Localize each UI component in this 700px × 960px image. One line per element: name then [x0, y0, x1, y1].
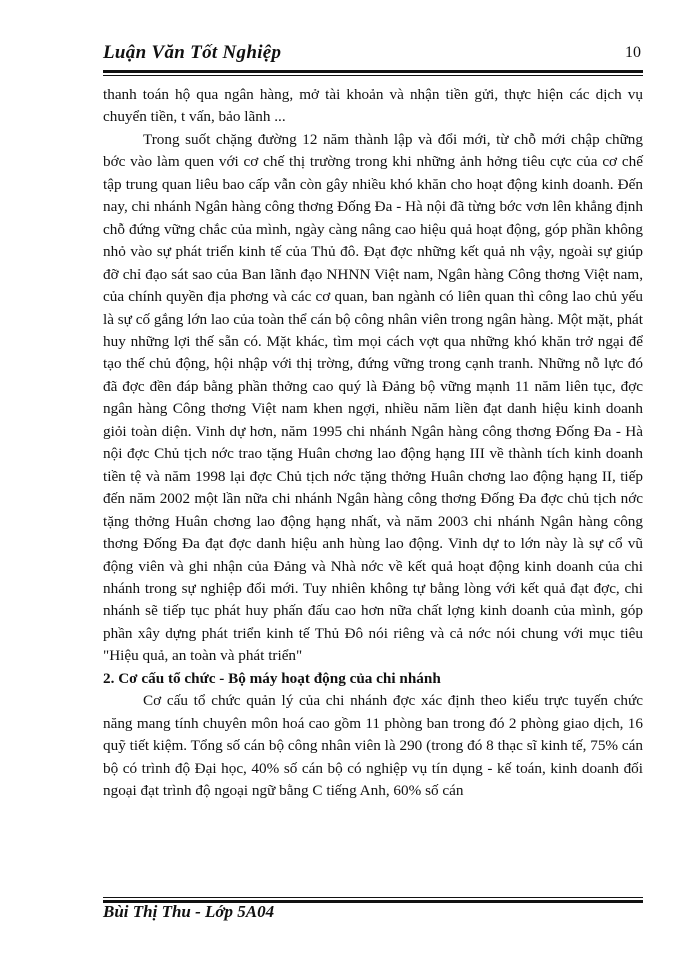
body-text — [103, 84, 643, 803]
page-header — [103, 38, 643, 68]
page-footer — [103, 902, 643, 926]
header-rule-thick — [103, 70, 643, 73]
paragraph-history: Trong suốt chặng đường 12 năm thành lập và đổi mới, từ chỗ mới chập chững bớc vào làm quen với cơ chế thị trường trong khi những ảnh hởng tiêu cực của cơ chế tập trung quan liêu bao cấp vẫn còn gây nhiều khó khăn cho hoạt động kinh doanh. Đến nay, chi nhánh Ngân hàng công thơng Đống Đa - Hà nội đã từng bớc vơn lên khẳng định chỗ đứng vững chắc của mình, ngày càng nâng cao hiệu quả hoạt động, góp phần không nhỏ vào sự phát triển kinh tế của Thủ đô. Đạt đợc những kết quả nh vậy, ngoài sự giúp đỡ chỉ đạo sát sao của Ban lãnh đạo NHNN Việt nam, Ngân hàng Công thơng Việt nam, của chính quyền địa phơng và các cơ quan, ban ngành có liên quan thì công lao chủ yếu là sự cố gắng lớn lao của toàn thể cán bộ công nhân viên trong ngân hàng. Một mặt, phát huy những lợi thế sẵn có. Mặt khác, tìm mọi cách vợt qua những khó khăn trở ngại để tạo thế chủ động, hội nhập với thị trờng, đứng vững trong cạnh tranh. Những nỗ lực đó đã đợc đền đáp bằng phần thởng cao quý là Đảng bộ vững mạnh 11 năm liên tục, đợc ngân hàng Công thơng Việt nam khen ngợi, nhiều năm liền đạt danh hiệu kinh doanh giỏi toàn diện. Vinh dự hơn, năm 1995 chi nhánh Ngân hàng công thơng Đống Đa - Hà nội đợc Chủ tịch nớc trao tặng Huân chơng lao động hạng III về thành tích kinh doanh tiền tệ và năm 1998 lại đợc Chủ tịch nớc tặng thởng Huân chơng lao động hạng II, tiếp đến năm 2002 một lần nữa chi nhánh Ngân hàng công thơng Đống Đa đợc chủ tịch nớc tặng thởng Huân chơng lao động hạng nhất, và năm 2003 chi nhánh Ngân hàng công thơng Đống Đa đạt đợc danh hiệu anh hùng lao động. Vinh dự to lớn này là sự cổ vũ động viên và ghi nhận của Đảng và Nhà nớc về kết quả hoạt động kinh doanh của chi nhánh trong sự nghiệp đổi mới. Tuy nhiên không tự bằng lòng với kết quả đạt đợc, chi nhánh sẽ tiếp tục phát huy phấn đấu cao hơn nữa chất lợng kinh doanh của mình, góp phần xây dựng phát triển kinh tế Thủ Đô nói riêng và cả nớc nói chung với mục tiêu "Hiệu quả, an toàn và phát triển" — [103, 130, 643, 665]
paragraph-structure: Cơ cấu tổ chức quản lý của chi nhánh đợc xác định theo kiểu trực tuyến chức năng mang tính chuyên môn hoá cao gồm 11 phòng ban trong đó 2 phòng giao dịch, 16 quỹ tiết kiệm. Tổng số cán bộ công nhân viên là 290 (trong đó 8 thạc sĩ kinh tế, 75% cán bộ có trình độ Đại học, 40% số cán bộ có nghiệp vụ tín dụng - kế toán, kinh doanh đối ngoại đạt trình độ ngoại ngữ bằng C tiếng Anh, 60% số cán — [103, 692, 643, 800]
footer-rule-thin — [103, 897, 643, 898]
footer-author: Bùi Thị Thu - Lớp 5A04 — [103, 902, 275, 921]
header-title: Luận Văn Tốt Nghiệp — [103, 42, 282, 63]
section-heading: 2. Cơ cấu tổ chức - Bộ máy hoạt động của chi nhánh — [103, 669, 441, 687]
page-number: 10 — [625, 44, 641, 61]
paragraph-continuation: thanh toán hộ qua ngân hàng, mở tài khoản và nhận tiền gửi, thực hiện các dịch vụ chuyển tiền, t vấn, bảo lãnh ... — [103, 86, 643, 126]
header-rule-thin — [103, 75, 643, 76]
